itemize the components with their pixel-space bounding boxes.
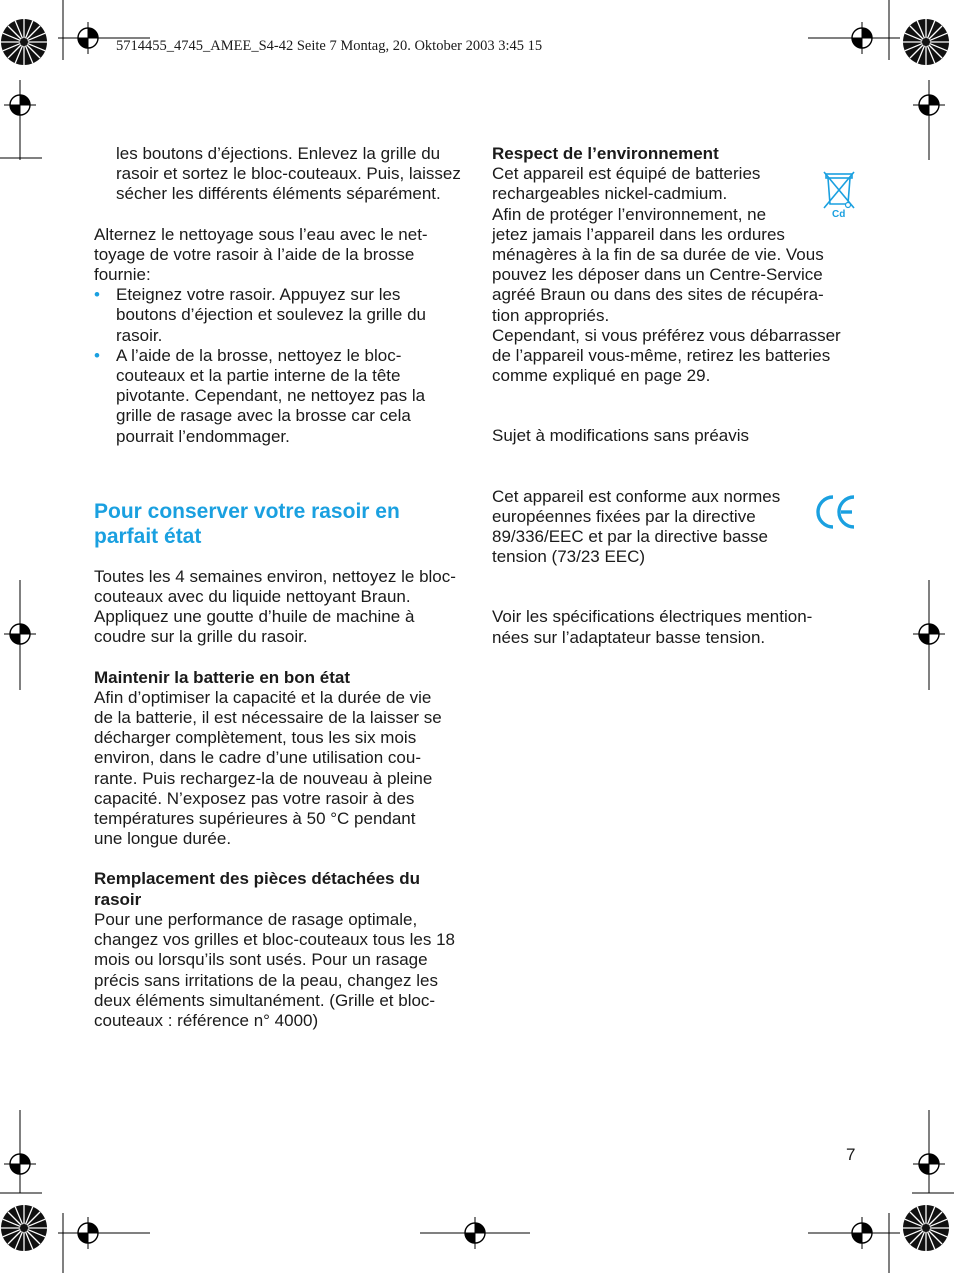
text-line: capacité. N’exposez pas votre rasoir à des — [94, 788, 415, 808]
text-line: tion appropriés. — [492, 305, 610, 325]
text-line: Alternez le nettoyage sous l’eau avec le net- — [94, 224, 428, 244]
text-line: Cependant, si vous préférez vous débarrasser — [492, 325, 841, 345]
bullet-icon: • — [94, 285, 100, 305]
text-line: jetez jamais l’appareil dans les ordures — [492, 224, 785, 244]
list-item — [94, 285, 462, 346]
page-number: 7 — [846, 1145, 856, 1164]
text-line: Afin de protéger l’environnement, ne — [492, 204, 767, 224]
text-line: environ, dans le cadre d’une utilisation cou- — [94, 748, 421, 768]
ce-mark-icon — [814, 492, 858, 532]
left-column — [94, 144, 462, 1031]
parts-text: Pour une performance de rasage optimale, changez vos grilles et bloc-couteaux tous les 18 mois ou lorsqu’ils sont usés. Pour un rasage précis sans irritations de la peau, changez les deux éléments simultanément. (Grille et bloc-couteaux : référence n° 4000) — [94, 909, 455, 1030]
text-line: températures supérieures à 50 °C pendant — [94, 809, 416, 829]
text-line: nées sur l’adaptateur basse tension. — [492, 627, 766, 647]
parts-title: Remplacement des pièces détachées du rasoir — [94, 869, 420, 909]
environment-title: Respect de l’environnement — [492, 144, 719, 163]
bullet-icon: • — [94, 345, 100, 365]
print-header: 5714455_4745_AMEE_S4-42 Seite 7 Montag, 20. Oktober 2003 3:45 15 — [116, 38, 543, 54]
list-item-text: Eteignez votre rasoir. Appuyez sur les boutons d’éjection et soulevez la grille du rasoir. — [116, 285, 426, 345]
text-line: toyage de votre rasoir à l’aide de la brosse — [94, 244, 415, 264]
text-line: Cet appareil est équipé de batteries — [492, 164, 761, 184]
text-line: tension (73/23 EEC) — [492, 547, 646, 567]
text-line: Afin d’optimiser la capacité et la durée de vie — [94, 687, 432, 707]
monthly-maintenance-text: Toutes les 4 semaines environ, nettoyez le bloc-couteaux avec du liquide nettoyant Braun. Appliquez une goutte d’huile de machine à coudre sur la grille du rasoir. — [94, 566, 456, 647]
cleaning-steps-list — [94, 285, 462, 447]
recycle-label: Cd — [832, 209, 846, 220]
text-line: 89/336/EEC et par la directive basse — [492, 527, 768, 547]
right-column — [492, 144, 862, 648]
text-line: européennes fixées par la directive — [492, 506, 756, 526]
section-heading: Pour conserver votre rasoir en parfait état — [94, 499, 400, 548]
text-line: ménagères à la fin de sa durée de vie. Vous — [492, 245, 824, 265]
crossed-out-wheelie-bin-icon — [820, 168, 858, 220]
text-line: pouvez les déposer dans un Centre-Service — [492, 265, 823, 285]
text-line: de l’appareil vous-même, retirez les batteries — [492, 346, 831, 366]
text-line: comme expliqué en page 29. — [492, 366, 711, 386]
text-line: de la batterie, il est nécessaire de la laisser se — [94, 708, 442, 728]
modifications-notice: Sujet à modifications sans préavis — [492, 426, 750, 446]
text-line: une longue durée. — [94, 829, 232, 849]
conformity-text — [492, 487, 862, 568]
alternate-cleaning-text — [94, 225, 462, 286]
text-line: Cet appareil est conforme aux normes — [492, 486, 781, 506]
text-line: décharger complètement, tous les six mois — [94, 728, 417, 748]
text-line: fournie: — [94, 265, 151, 285]
list-item — [94, 346, 462, 447]
battery-text — [94, 688, 462, 850]
environment-text — [492, 164, 862, 386]
list-item-text: A l’aide de la brosse, nettoyez le bloc-couteaux et la partie interne de la tête pivotante. Cependant, ne nettoyez pas la grille de rasage avec la brosse car cela pourrait l’endommager. — [116, 345, 426, 446]
battery-title: Maintenir la batterie en bon état — [94, 667, 350, 687]
specifications-text — [492, 607, 862, 647]
text-line: rante. Puis rechargez-la de nouveau à pleine — [94, 768, 433, 788]
text-line: Voir les spécifications électriques mention- — [492, 607, 813, 627]
text-line: rechargeables nickel-cadmium. — [492, 184, 728, 204]
intro-continued: les boutons d’éjections. Enlevez la grille du rasoir et sortez le bloc-couteaux. Puis, laissez sécher les différents éléments séparément. — [116, 144, 461, 204]
text-line: agréé Braun ou dans des sites de récupéra- — [492, 285, 824, 305]
